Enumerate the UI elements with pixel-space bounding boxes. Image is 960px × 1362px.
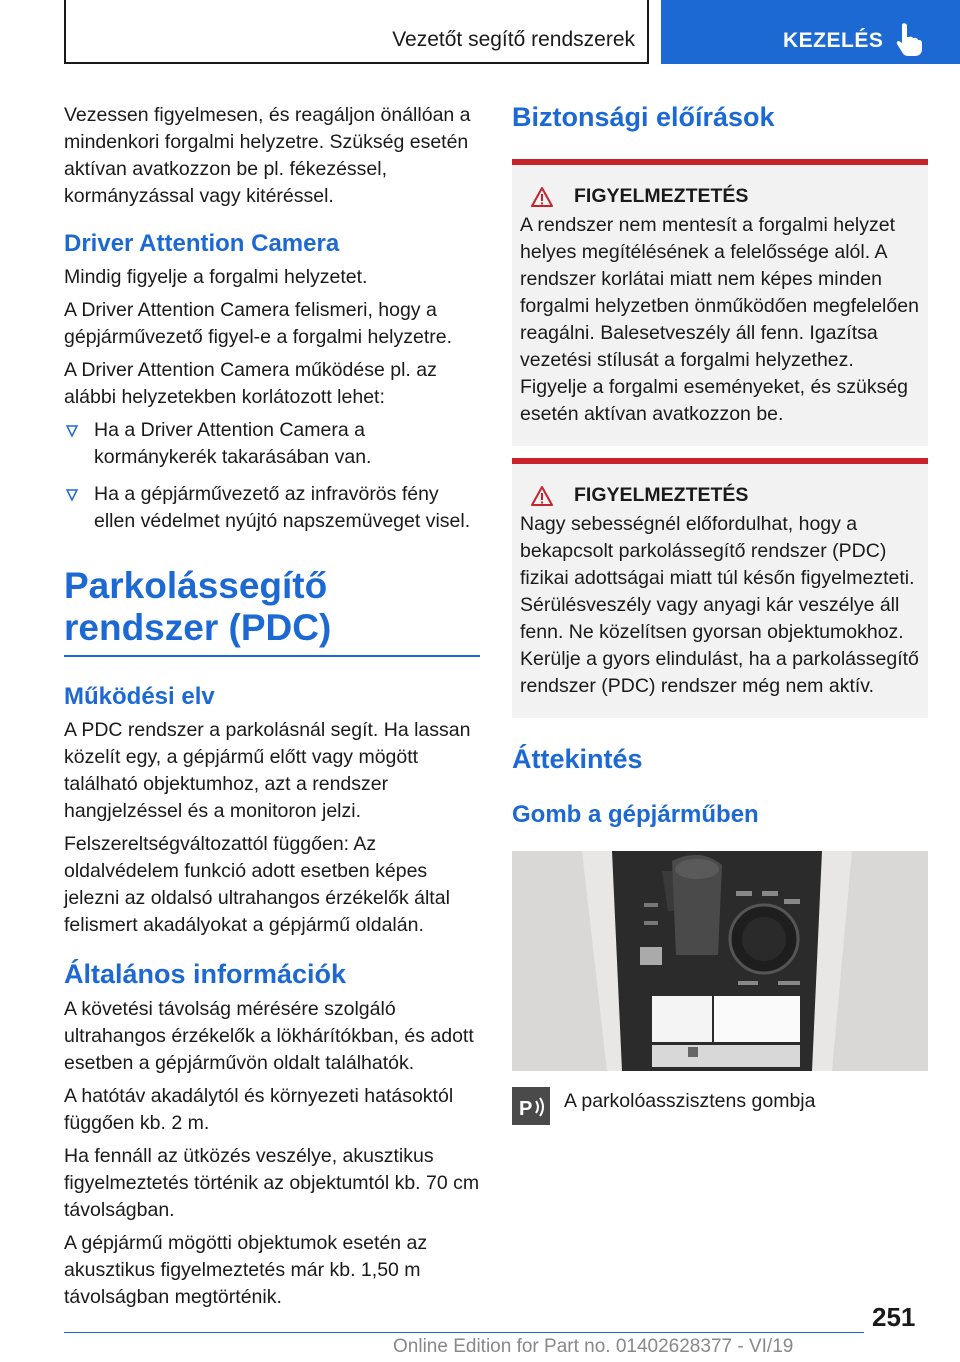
principle-paragraph: A PDC rendszer a parkolásnál segít. Ha lassan közelít egy, a gépjármű előtt vagy mögött található objektumhoz, azt a rendszer hangjelzéssel és a monitoron jelzi. (64, 719, 471, 822)
button-heading: Gomb a gépjárműben (512, 801, 759, 828)
warning-title: FIGYELMEZTETÉS (574, 484, 749, 506)
caption-text: A parkolóasszisztens gombja (564, 1090, 816, 1112)
dac-paragraph: A Driver Attention Camera felismeri, hogy a gépjárművezető figyel-e a forgalmi helyzetre. (64, 299, 453, 348)
center-console-photo (512, 851, 928, 1071)
limitation-list (64, 417, 480, 535)
list-item: Ha a Driver Attention Camera a kormánykerék takarásában van. (64, 417, 480, 471)
principle-paragraph: Felszereltségváltozattól függően: Az oldalvédelem funkció adott esetben képes jelezni az oldalsó ultrahangos érzékelők által felismert akadályokat a gépjármű oldalán. (64, 833, 450, 936)
warning-header (520, 185, 920, 208)
warning-box (512, 458, 928, 718)
general-paragraph: A gépjármű mögötti objektumok esetén az akusztikus figyelmeztetés már kb. 1,50 m távolságban megtörténik. (64, 1232, 428, 1308)
page-number: 251 (872, 1302, 916, 1332)
safety-heading: Biztonsági előírások (512, 102, 775, 132)
warning-text: Nagy sebességnél előfordulhat, hogy a bekapcsolt parkolássegítő rendszer (PDC) fizikai adottságai miatt túl későn figyelmezteti. Sérülésveszély vagy anyagi kár veszélye áll fenn. Ne közelítsen gyorsan objektumokhoz. Kerülje a gyors elindulást, ha a parkolássegítő rendszer (PDC) rendszer még nem aktív. (520, 513, 919, 697)
parking-assistant-icon (512, 1087, 550, 1125)
footer-divider (64, 1332, 864, 1333)
warning-triangle-icon (530, 485, 554, 507)
chapter-tab (661, 0, 960, 64)
warning-text: A rendszer nem mentesít a forgalmi helyzet helyes megítélésének a felelőssége alól. A rendszer korlátai miatt nem képes minden forgalmi helyzetben önműködően megfelelően reagálni. Balesetveszély áll fenn. Igazítsa vezetési stílusát a forgalmi helyzethez. Figyelje a forgalmi eseményeket, és szükség esetén aktívan avatkozzon be. (520, 214, 919, 425)
list-item: Ha a gépjárművezető az infravörös fény ellen védelmet nyújtó napszemüveget visel. (64, 481, 480, 535)
triangle-bullet-icon (66, 489, 78, 501)
triangle-bullet-icon (66, 425, 78, 437)
dac-paragraph: A Driver Attention Camera működése pl. az alábbi helyzetekben korlátozott lehet: (64, 359, 437, 408)
chapter-tab-label: KEZELÉS (783, 29, 884, 52)
svg-text:P: P (519, 1098, 533, 1120)
header-title-box (64, 0, 649, 64)
general-info-heading: Általános információk (64, 959, 347, 989)
principle-heading: Működési elv (64, 683, 215, 710)
general-paragraph: A hatótáv akadálytól és környezeti hatásoktól függően kb. 2 m. (64, 1085, 454, 1134)
warning-box (512, 159, 928, 446)
hand-pointer-icon (893, 22, 923, 56)
dac-paragraph: Mindig figyelje a forgalmi helyzetet. (64, 266, 368, 288)
general-paragraph: Ha fennáll az ütközés veszélye, akusztikus figyelmeztetés történik az objektumtól kb. 70 cm távolságban. (64, 1145, 480, 1221)
left-column (64, 102, 480, 1317)
warning-header (520, 484, 920, 507)
page-header (0, 0, 960, 66)
warning-triangle-icon (530, 186, 554, 208)
right-column (512, 102, 928, 1125)
console-illustration (512, 851, 928, 1071)
section-title: Vezetőt segítő rendszerek (392, 28, 635, 51)
photo-caption (512, 1087, 928, 1125)
warning-title: FIGYELMEZTETÉS (574, 185, 749, 207)
footer (393, 1336, 793, 1358)
overview-heading: Áttekintés (512, 744, 643, 774)
pdc-chapter-heading: Parkolássegítő rendszer (PDC) (64, 565, 480, 657)
general-paragraph: A követési távolság mérésére szolgáló ultrahangos érzékelők a lökhárítókban, és adott esetben a gépjárművön oldalt találhatók. (64, 998, 474, 1074)
intro-paragraph: Vezessen figyelmesen, és reagáljon önállóan a mindenkori forgalmi helyzetre. Szükség esetén aktívan avatkozzon be pl. fékezéssel, kormányzással vagy kitéréssel. (64, 104, 471, 207)
edition-text: Online Edition for Part no. 01402628377 - VI/19 (393, 1336, 794, 1357)
dac-heading: Driver Attention Camera (64, 230, 340, 257)
